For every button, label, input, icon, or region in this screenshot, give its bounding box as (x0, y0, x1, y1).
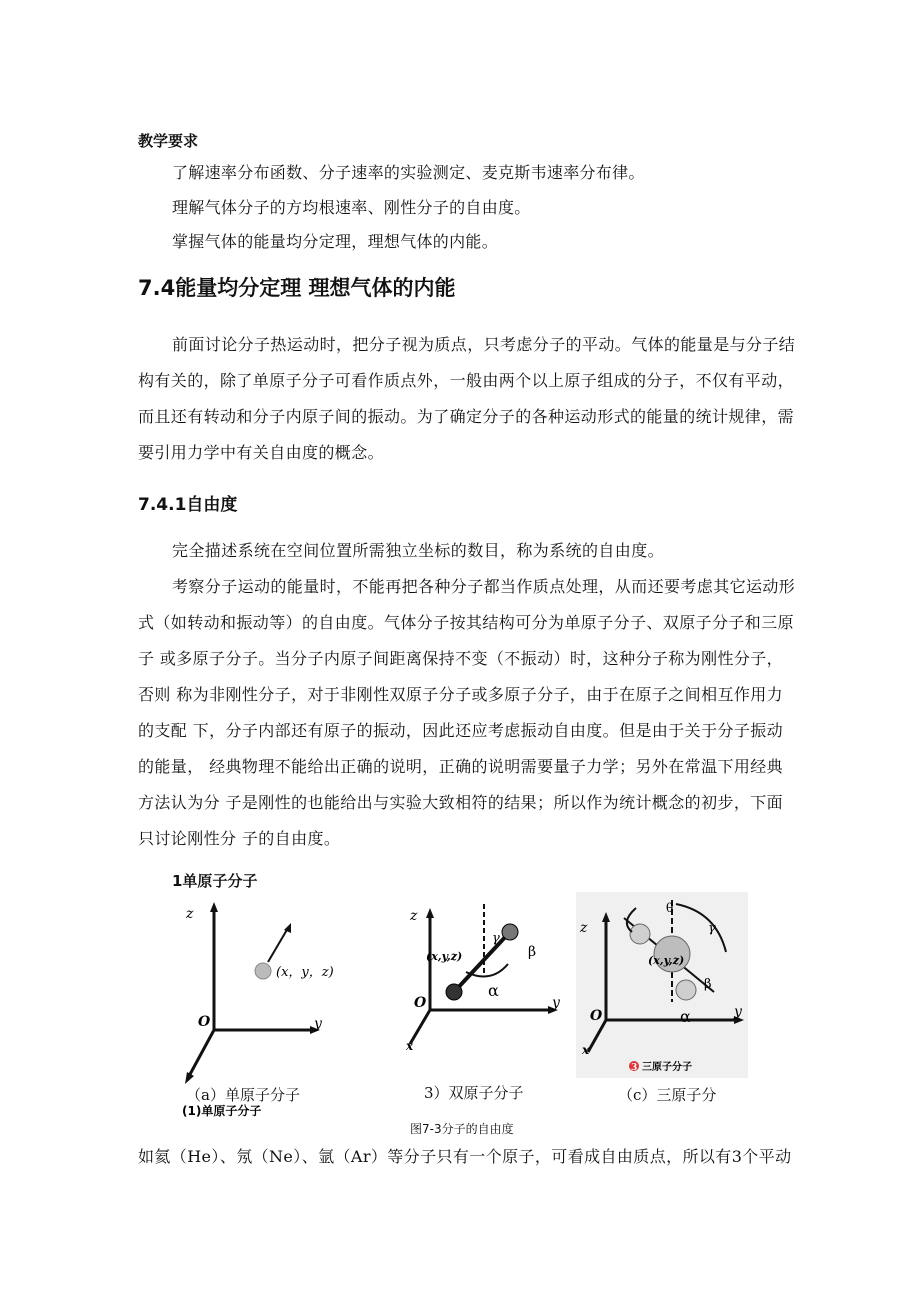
gamma-label: γ (492, 931, 500, 946)
coord-label: (x,y,z) (426, 950, 463, 963)
figure-title: 图7-3分子的自由度 (410, 1122, 514, 1136)
axis-y-label: y (314, 1016, 322, 1032)
atom-sphere (630, 924, 650, 944)
body-line: 方法认为分 子是刚性的也能给出与实验大致相符的结果；所以作为统计概念的初步，下面 (138, 793, 784, 812)
axis-y-label: y (552, 995, 560, 1011)
sub-caption-number: 3 (631, 1063, 638, 1073)
body-line: 的支配 下，分子内部还有原子的振动，因此还应考虑振动自由度。但是由于关于分子振动 (138, 721, 784, 740)
intro-line: 而且还有转动和分子内原子间的振动。为了确定分子的各种运动形式的能量的统计规律，需 (138, 407, 795, 426)
caption-c: （c）三原子分 (618, 1086, 717, 1104)
definition-line: 完全描述系统在空间位置所需独立坐标的数目，称为系统的自由度。 (172, 541, 665, 560)
body-line: 考察分子运动的能量时，不能再把各种分子都当作质点处理，从而还要考虑其它运动形 (172, 577, 796, 596)
intro-line: 构有关的，除了单原子分子可看作质点外，一般由两个以上原子组成的分子，不仅有平动， (138, 371, 795, 390)
caption-b: 3）双原子分子 (424, 1084, 524, 1102)
atom-sphere (255, 963, 271, 979)
atom-sphere (676, 980, 696, 1000)
requirement-item: 掌握气体的能量均分定理，理想气体的内能。 (172, 232, 499, 251)
intro-line: 要引用力学中有关自由度的概念。 (138, 443, 385, 462)
requirements-heading: 教学要求 (138, 132, 199, 150)
axis-z-label: z (186, 906, 194, 922)
figure-panel-diatomic (396, 892, 566, 1067)
figure-panel-triatomic (576, 892, 748, 1078)
figure-panel-monatomic (170, 898, 340, 1088)
axis-x-label: x (406, 1039, 414, 1053)
monatomic-heading: 1单原子分子 (172, 872, 258, 890)
atom-sphere (502, 924, 518, 940)
requirement-item: 了解速率分布函数、分子速率的实验测定、麦克斯韦速率分布律。 (172, 163, 645, 182)
coord-label: (x，y，z) (276, 965, 334, 980)
theta-label: θ (666, 901, 674, 915)
axis-z-label: z (410, 908, 418, 924)
subsection-title: 7.4.1自由度 (138, 495, 238, 515)
caption-a: （a）单原子分子 (186, 1086, 300, 1104)
body-line: 的能量， 经典物理不能给出正确的说明，正确的说明需要量子力学；另外在常温下用经典 (138, 757, 784, 776)
axis-z-label: z (580, 920, 588, 936)
body-line: 如氦（He）、氖（Ne）、氩（Ar）等分子只有一个原子，可看成自由质点，所以有3个平动 (138, 1147, 792, 1166)
section-title: 7.4能量均分定理 理想气体的内能 (138, 276, 456, 300)
intro-line: 前面讨论分子热运动时，把分子视为质点，只考虑分子的平动。气体的能量是与分子结 (172, 335, 796, 354)
origin-label: O (198, 1014, 211, 1030)
gamma-label: γ (708, 921, 716, 936)
alpha-label: α (488, 981, 499, 1000)
beta-label: β (704, 977, 712, 992)
axis-y-label: y (734, 1004, 742, 1020)
coord-label: (x,y,z) (648, 954, 685, 967)
body-line: 只讨论刚性分 子的自由度。 (138, 829, 341, 848)
body-line: 式（如转动和振动等）的自由度。气体分子按其结构可分为单原子分子、双原子分子和三原 (138, 613, 795, 632)
sub-caption-a: (1)单原子分子 (182, 1104, 262, 1118)
beta-label: β (528, 944, 537, 960)
origin-label: O (590, 1008, 603, 1024)
alpha-label: α (680, 1007, 691, 1026)
origin-label: O (414, 995, 427, 1011)
body-line: 否则 称为非刚性分子，对于非刚性双原子分子或多原子分子，由于在原子之间相互作用力 (138, 685, 784, 704)
atom-sphere (446, 984, 462, 1000)
body-line: 子 或多原子分子。当分子内原子间距离保持不变（不振动）时，这种分子称为刚性分子， (138, 649, 784, 668)
sub-caption: 三原子分子 (642, 1062, 692, 1073)
axis-x-label: x (582, 1043, 590, 1057)
requirement-item: 理解气体分子的方均根速率、刚性分子的自由度。 (172, 198, 531, 217)
